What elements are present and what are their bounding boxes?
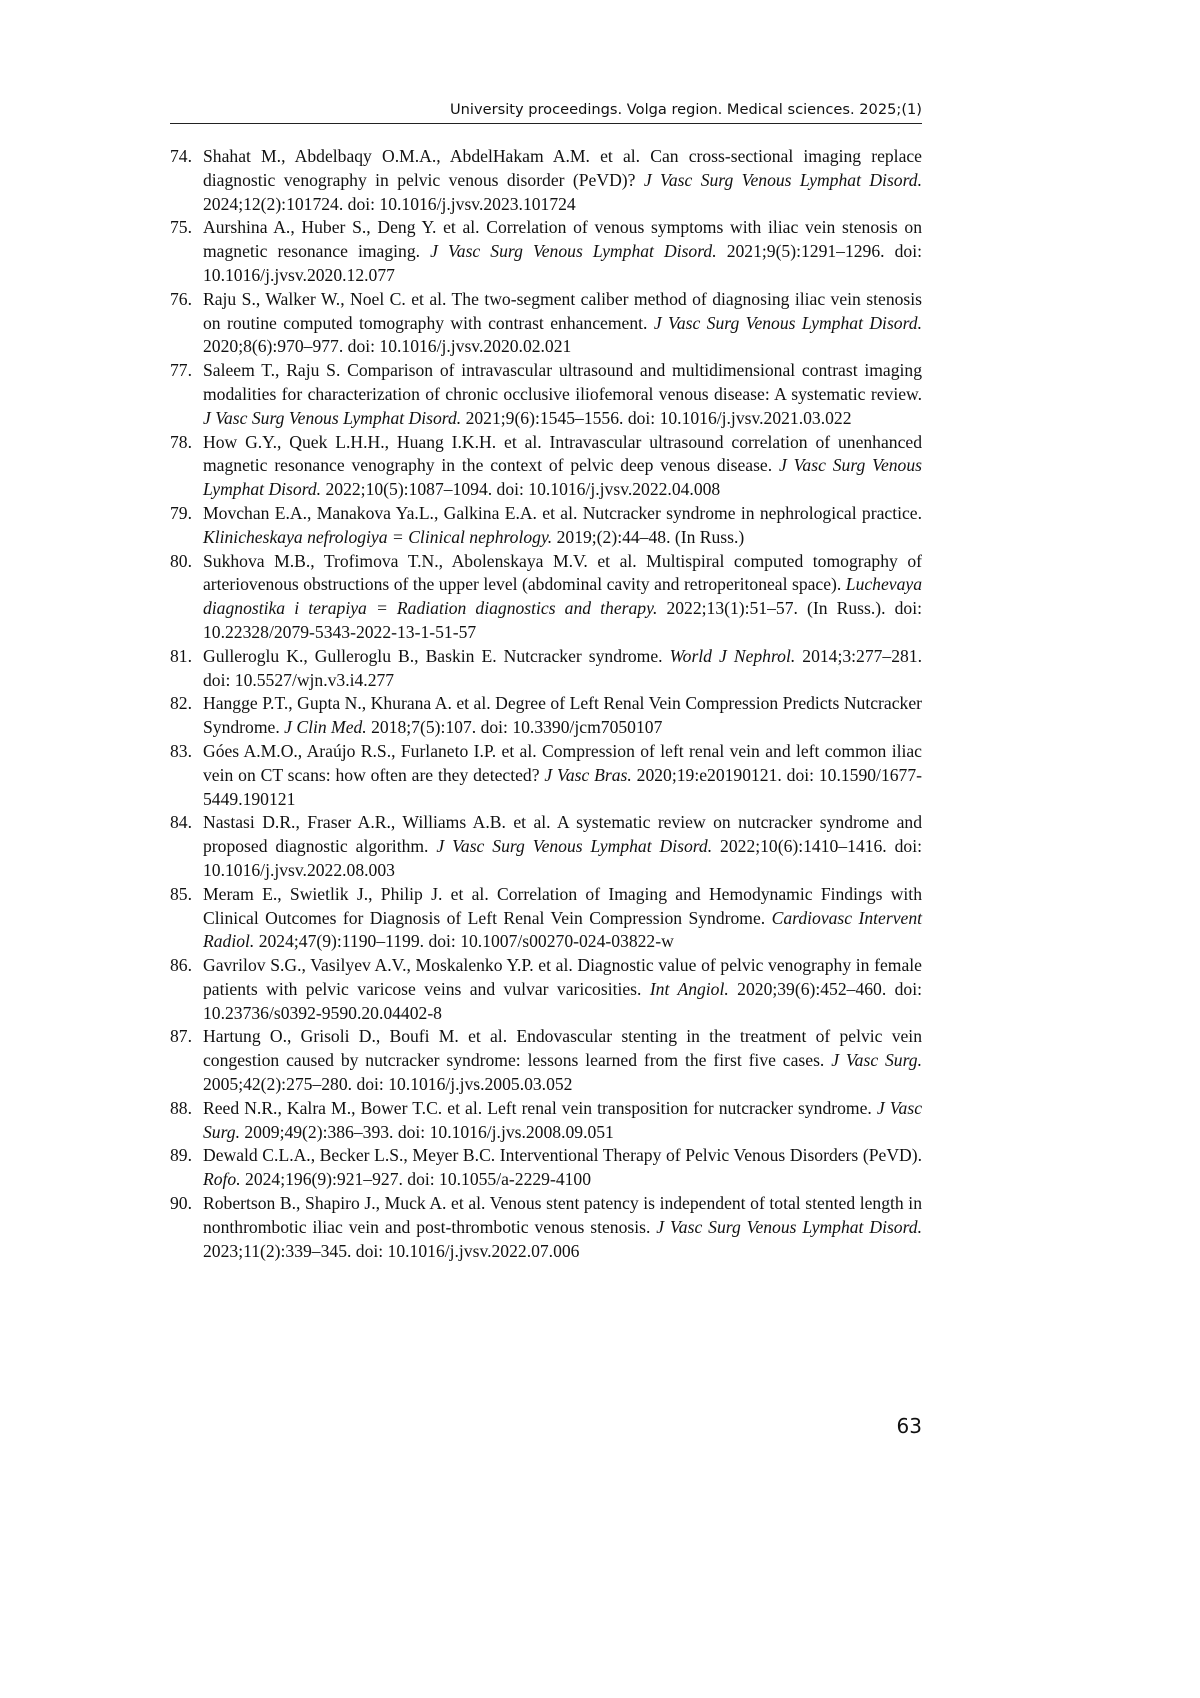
reference-details: 2014;3:277–281. doi: 10.5527/wjn.v3.i4.277 [203, 645, 923, 690]
reference-text: How G.Y., Quek L.H.H., Huang I.K.H. et al. Intravascular ultrasound correlation of unenhanced magnetic resonance venography in the context of pelvic deep venous disease. [203, 431, 922, 476]
reference-journal: J Vasc Surg Venous Lymphat Disord. [656, 1216, 922, 1237]
reference-journal: J Vasc Surg Venous Lymphat Disord. [203, 407, 462, 428]
reference-item [170, 502, 922, 550]
reference-list [170, 145, 922, 1263]
reference-details: 2022;10(5):1087–1094. doi: 10.1016/j.jvsv.2022.04.008 [321, 479, 721, 500]
reference-journal: J Vasc Surg Venous Lymphat Disord. [203, 455, 922, 500]
running-header: University proceedings. Volga region. Medical sciences. 2025;(1) [170, 101, 922, 124]
reference-journal: Klinicheskaya nefrologiya = Clinical nephrology. [203, 526, 553, 547]
reference-details: 2024;12(2):101724. doi: 10.1016/j.jvsv.2023.101724 [203, 193, 576, 214]
reference-text: Reed N.R., Kalra M., Bower T.C. et al. Left renal vein transposition for nutcracker syndrome. [203, 1097, 877, 1118]
reference-number: 82. [170, 693, 192, 714]
reference-journal: J Clin Med. [284, 717, 367, 738]
reference-text: Hartung O., Grisoli D., Boufi M. et al. Endovascular stenting in the treatment of pelvic vein congestion caused by nutcracker syndrome: lessons learned from the first five cases. [203, 1026, 922, 1071]
reference-journal: J Vasc Surg Venous Lymphat Disord. [436, 836, 713, 857]
reference-number: 84. [170, 812, 192, 833]
reference-details: 2005;42(2):275–280. doi: 10.1016/j.jvs.2005.03.052 [203, 1074, 573, 1095]
reference-journal: Int Angiol. [649, 978, 729, 999]
reference-journal: J Vasc Bras. [544, 764, 632, 785]
reference-number: 85. [170, 883, 192, 904]
reference-number: 89. [170, 1145, 192, 1166]
reference-journal: Rofo. [203, 1169, 241, 1190]
reference-item [170, 811, 922, 882]
reference-number: 77. [170, 360, 192, 381]
reference-details: 2020;39(6):452–460. doi: 10.23736/s0392-9590.20.04402-8 [203, 978, 923, 1023]
reference-text: Nastasi D.R., Fraser A.R., Williams A.B. et al. A systematic review on nutcracker syndrome and proposed diagnostic algorithm. [203, 812, 922, 857]
reference-item [170, 359, 922, 430]
reference-details: 2024;196(9):921–927. doi: 10.1055/a-2229-4100 [240, 1169, 592, 1190]
reference-details: 2021;9(6):1545–1556. doi: 10.1016/j.jvsv.2021.03.022 [461, 407, 852, 428]
reference-text: Gavrilov S.G., Vasilyev A.V., Moskalenko Y.P. et al. Diagnostic value of pelvic venography in female patients with pelvic varicose veins and vulvar varicosities. [203, 955, 922, 999]
reference-text: Hangge P.T., Gupta N., Khurana A. et al. Degree of Left Renal Vein Compression Predicts Nutcracker Syndrome. [203, 693, 922, 738]
reference-text: Sukhova M.B., Trofimova T.N., Abolenskaya M.V. et al. Multispiral computed tomography of arteriovenous obstructions of the upper level (abdominal cavity and retroperitoneal space). [203, 550, 922, 595]
reference-details: 2020;8(6):970–977. doi: 10.1016/j.jvsv.2020.02.021 [203, 336, 572, 357]
reference-number: 81. [170, 645, 192, 666]
reference-text: Movchan E.A., Manakova Ya.L., Galkina E.A. et al. Nutcracker syndrome in nephrological practice. [203, 502, 922, 523]
reference-item [170, 550, 922, 645]
reference-number: 83. [170, 740, 192, 761]
reference-text: Saleem T., Raju S. Comparison of intravascular ultrasound and multidimensional contrast imaging modalities for characterization of chronic occlusive iliofemoral venous disease: A systematic review. [203, 360, 922, 404]
reference-item [170, 288, 922, 359]
reference-details: 2020;19:e20190121. doi: 10.1590/1677-5449.190121 [203, 764, 922, 809]
reference-text: Meram E., Swietlik J., Philip J. et al. Correlation of Imaging and Hemodynamic Findings with Clinical Outcomes for Diagnosis of Left Renal Vein Compression Syndrome. [203, 883, 922, 928]
reference-details: 2009;49(2):386–393. doi: 10.1016/j.jvs.2008.09.051 [239, 1121, 614, 1142]
reference-item [170, 692, 922, 740]
reference-number: 88. [170, 1097, 192, 1118]
reference-number: 79. [170, 502, 192, 523]
reference-details: 2021;9(5):1291–1296. doi: 10.1016/j.jvsv.2020.12.077 [203, 241, 922, 285]
reference-journal: J Vasc Surg. [831, 1050, 922, 1071]
reference-text: Gulleroglu K., Gulleroglu B., Baskin E. Nutcracker syndrome. [203, 645, 670, 666]
reference-details: 2018;7(5):107. doi: 10.3390/jcm7050107 [366, 717, 663, 738]
reference-item [170, 145, 922, 216]
reference-journal: Cardiovasc Intervent Radiol. [203, 907, 922, 952]
reference-details: 2022;13(1):51–57. (In Russ.). doi: 10.22328/2079-5343-2022-13-1-51-57 [203, 598, 922, 642]
reference-item [170, 954, 922, 1025]
reference-item [170, 1144, 922, 1192]
reference-text: Raju S., Walker W., Noel C. et al. The two-segment caliber method of diagnosing iliac vein stenosis on routine computed tomography with contrast enhancement. [203, 288, 922, 333]
reference-item [170, 216, 922, 287]
reference-number: 86. [170, 955, 192, 976]
reference-item [170, 740, 922, 811]
reference-number: 76. [170, 288, 192, 309]
reference-item [170, 1192, 922, 1263]
reference-details: 2022;10(6):1410–1416. doi: 10.1016/j.jvsv.2022.08.003 [203, 836, 922, 880]
reference-number: 74. [170, 146, 192, 166]
reference-text: Dewald C.L.A., Becker L.S., Meyer B.C. Interventional Therapy of Pelvic Venous Disorders (PeVD). [203, 1145, 922, 1166]
reference-details: 2023;11(2):339–345. doi: 10.1016/j.jvsv.2022.07.006 [203, 1240, 580, 1261]
reference-item [170, 1025, 922, 1096]
reference-journal: J Vasc Surg Venous Lymphat Disord. [643, 169, 922, 190]
reference-text: Aurshina A., Huber S., Deng Y. et al. Correlation of venous symptoms with iliac vein stenosis on magnetic resonance imaging. [203, 217, 922, 262]
reference-item [170, 1097, 922, 1145]
reference-text: Shahat M., Abdelbaqy O.M.A., AbdelHakam A.M. et al. Can cross-sectional imaging replace diagnostic venography in pelvic venous disorder (PeVD)? [203, 146, 922, 190]
reference-details: 2024;47(9):1190–1199. doi: 10.1007/s00270-024-03822-w [254, 931, 674, 952]
reference-details: 2019;(2):44–48. (In Russ.) [552, 526, 745, 547]
reference-journal: J Vasc Surg. [203, 1097, 923, 1142]
reference-text: Robertson B., Shapiro J., Muck A. et al. Venous stent patency is independent of total stented length in nonthrombotic iliac vein and post-thrombotic venous stenosis. [203, 1193, 922, 1237]
reference-number: 75. [170, 217, 192, 238]
reference-number: 80. [170, 550, 192, 571]
page-number: 63 [896, 1414, 922, 1438]
reference-number: 87. [170, 1026, 192, 1047]
reference-item [170, 431, 922, 502]
reference-number: 78. [170, 431, 192, 452]
reference-journal: J Vasc Surg Venous Lymphat Disord. [430, 241, 717, 262]
reference-number: 90. [170, 1193, 192, 1214]
reference-journal: World J Nephrol. [669, 645, 796, 666]
reference-text: Góes A.M.O., Araújo R.S., Furlaneto I.P. et al. Compression of left renal vein and left common iliac vein on CT scans: how often are they detected? [203, 740, 922, 785]
reference-item [170, 883, 922, 954]
reference-journal: Luchevaya diagnostika i terapiya = Radiation diagnostics and therapy. [203, 574, 922, 619]
reference-journal: J Vasc Surg Venous Lymphat Disord. [653, 312, 922, 333]
reference-item [170, 645, 922, 693]
